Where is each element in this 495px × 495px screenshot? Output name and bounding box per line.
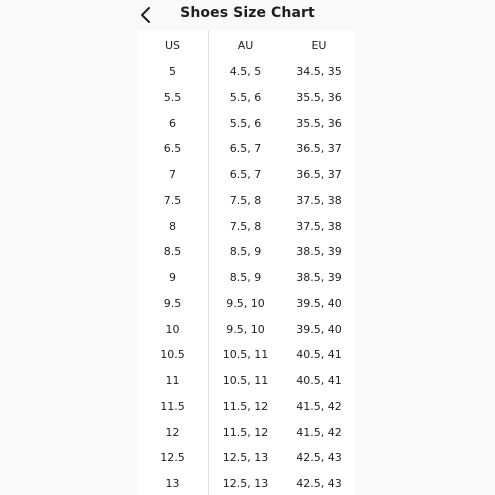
- us-size-cell: 12.5: [160, 451, 185, 465]
- eu-size-cell: 35.5, 36: [296, 90, 342, 104]
- au-size-cell: 6.5, 7: [229, 168, 262, 181]
- eu-size-cell: 34.5, 35: [296, 65, 342, 78]
- eu-size-cell: 42.5, 43: [296, 477, 342, 490]
- size-table: [137, 30, 355, 495]
- us-size-cell: 8: [169, 219, 176, 233]
- au-size-cell: 9.5, 10: [226, 296, 265, 310]
- us-size-cell: 11.5: [160, 399, 185, 413]
- eu-size-cell: 39.5, 40: [296, 322, 342, 336]
- us-size-cell: 5.5: [163, 90, 182, 104]
- au-size-cell: 7.5, 8: [229, 193, 262, 207]
- au-size-cell: 5.5, 6: [229, 116, 262, 130]
- us-size-cell: 12: [165, 425, 180, 439]
- eu-size-cell: 41.5, 42: [296, 425, 342, 439]
- eu-size-cell: 38.5, 39: [296, 245, 342, 259]
- us-size-cell: 7: [169, 168, 176, 181]
- eu-size-cell: 40.5, 41: [296, 348, 342, 362]
- column-header-au: AU: [237, 39, 254, 52]
- eu-size-cell: 39.5, 40: [296, 296, 342, 310]
- au-size-cell: 12.5, 13: [222, 451, 269, 465]
- page-title: Shoes Size Chart: [180, 5, 315, 21]
- us-size-cell: 6.5: [163, 142, 182, 156]
- eu-size-cell: 36.5, 37: [296, 142, 342, 156]
- us-size-cell: 7.5: [163, 193, 182, 207]
- eu-size-cell: 37.5, 38: [296, 193, 342, 207]
- eu-size-cell: 37.5, 38: [296, 219, 342, 233]
- eu-size-cell: 42.5, 43: [296, 451, 342, 465]
- au-size-cell: 6.5, 7: [229, 142, 262, 156]
- us-size-cell: 5: [169, 65, 176, 78]
- column-header-us: US: [164, 39, 181, 52]
- eu-size-cell: 41.5, 42: [296, 399, 342, 413]
- us-size-cell: 10.5: [160, 348, 185, 362]
- au-size-cell: 8.5, 9: [229, 245, 262, 259]
- au-size-cell: 10.5, 11: [222, 348, 269, 362]
- eu-size-cell: 40.5, 41: [296, 374, 342, 387]
- us-size-cell: 9: [169, 271, 176, 284]
- us-size-cell: 11: [165, 374, 180, 387]
- eu-size-cell: 35.5, 36: [296, 116, 342, 130]
- au-size-cell: 11.5, 12: [222, 425, 269, 439]
- au-size-cell: 11.5, 12: [222, 399, 269, 413]
- us-size-cell: 10: [165, 322, 180, 336]
- eu-size-cell: 36.5, 37: [296, 168, 342, 181]
- eu-size-cell: 38.5, 39: [296, 271, 342, 284]
- au-size-cell: 5.5, 6: [229, 90, 262, 104]
- au-size-cell: 7.5, 8: [229, 219, 262, 233]
- au-size-cell: 10.5, 11: [222, 374, 269, 387]
- au-size-cell: 12.5, 13: [222, 477, 269, 490]
- au-size-cell: 8.5, 9: [229, 271, 262, 284]
- au-size-cell: 9.5, 10: [226, 322, 265, 336]
- header-bar: [0, 0, 495, 30]
- us-size-cell: 8.5: [163, 245, 182, 259]
- us-size-cell: 13: [165, 477, 180, 490]
- us-size-cell: 9.5: [163, 296, 182, 310]
- au-size-cell: 4.5, 5: [229, 65, 262, 78]
- us-size-cell: 6: [169, 116, 176, 130]
- column-header-eu: EU: [311, 39, 327, 52]
